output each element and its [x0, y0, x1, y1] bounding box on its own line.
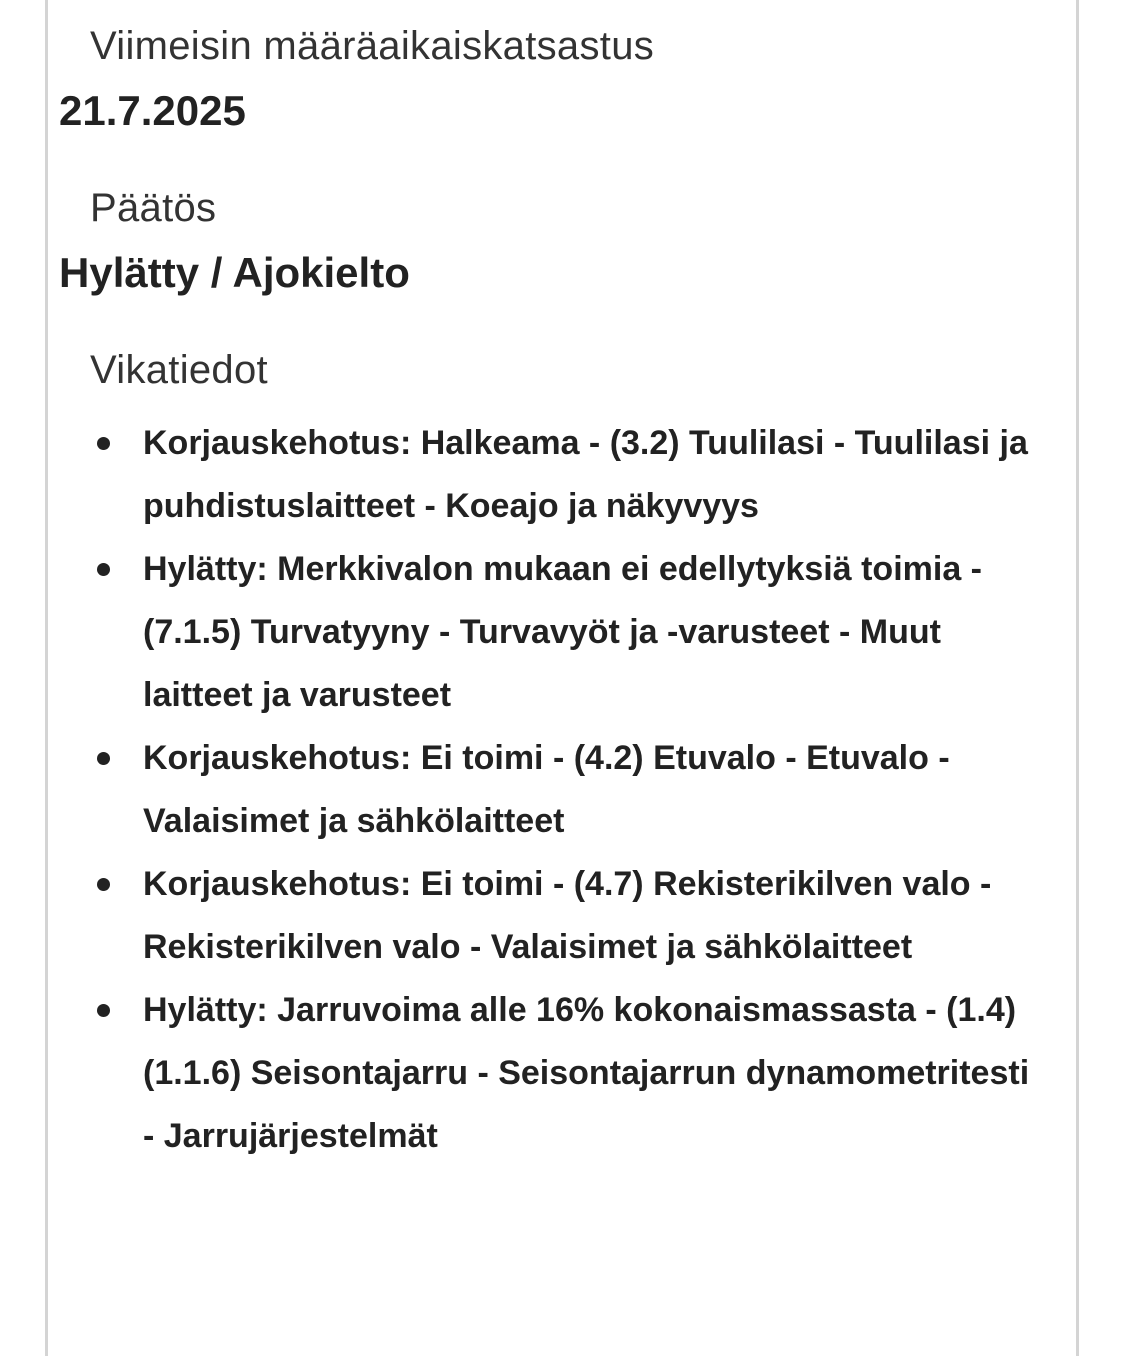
defect-text: Korjauskehotus: Halkeama - (3.2) Tuulilasi - Tuulilasi ja puhdistuslaitteet - Koeajo ja näkyvyys: [143, 424, 1028, 525]
defect-item: [143, 853, 1043, 979]
defect-list: [143, 412, 1043, 1168]
defect-text: Hylätty: Merkkivalon mukaan ei edellytyksiä toimia - (7.1.5) Turvatyyny - Turvavyöt ja -varusteet - Muut laitteet ja varusteet: [143, 550, 982, 714]
defect-item: [143, 538, 1043, 727]
defect-item: [143, 979, 1043, 1168]
defect-text: Hylätty: Jarruvoima alle 16% kokonaismassasta - (1.4)(1.1.6) Seisontajarru - Seisontajarrun dynamometritesti - Jarrujärjestelmät: [143, 991, 1030, 1155]
bullet-icon: [97, 437, 110, 450]
last-inspection-date: 21.7.2025: [59, 87, 246, 134]
defect-text: Korjauskehotus: Ei toimi - (4.2) Etuvalo - Etuvalo - Valaisimet ja sähkölaitteet: [143, 739, 950, 840]
defect-item: [143, 727, 1043, 853]
bullet-icon: [97, 563, 110, 576]
decision-label: Päätös: [90, 186, 217, 230]
bullet-icon: [97, 752, 110, 765]
bullet-icon: [97, 1004, 110, 1017]
defect-item: [143, 412, 1043, 538]
bullet-icon: [97, 878, 110, 891]
decision-value: Hylätty / Ajokielto: [59, 249, 410, 296]
last-inspection-label: Viimeisin määräaikaiskatsastus: [90, 24, 655, 68]
defects-label: Vikatiedot: [90, 348, 268, 392]
defect-text: Korjauskehotus: Ei toimi - (4.7) Rekisterikilven valo - Rekisterikilven valo - Valaisimet ja sähkölaitteet: [143, 865, 992, 966]
